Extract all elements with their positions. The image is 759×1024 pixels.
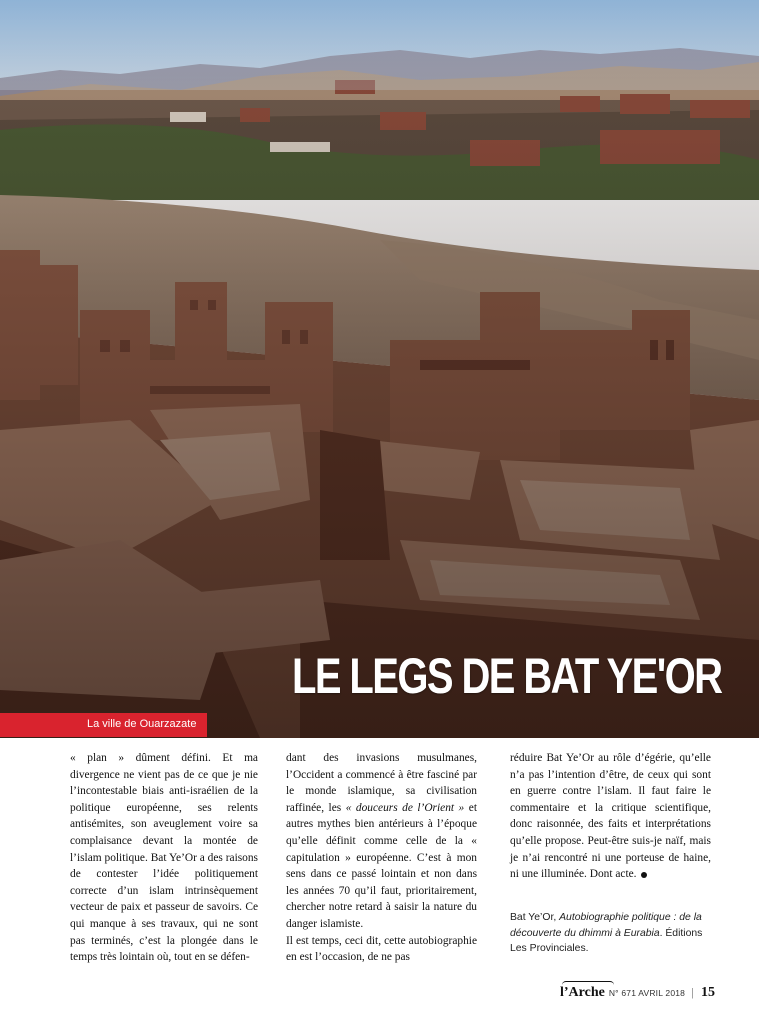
magazine-logo: l’Arche: [560, 985, 605, 1000]
paragraph-col3: [510, 750, 711, 883]
page-footer: [560, 985, 740, 1005]
bibliography-note: [510, 910, 715, 957]
col2-text-a: dant des invasions musulmanes, l’Occident a commencé à être fasciné par le monde islamique, sa civilisation raffinée, les: [286, 752, 477, 814]
article-headline: LE LEGS DE BAT YE'OR: [292, 648, 722, 704]
col2-italic-quote: « douceurs de l’Orient »: [345, 801, 465, 814]
end-bullet-icon: [641, 872, 647, 878]
text-column-1: [70, 750, 258, 966]
page-number: 15: [700, 985, 715, 1000]
biblio-author: Bat Ye’Or,: [510, 912, 560, 923]
issue-label: N° 671 AVRIL 2018: [608, 988, 686, 998]
text-column-3: [510, 750, 711, 883]
footer-separator: |: [691, 987, 694, 999]
paragraph-col2: [286, 750, 477, 933]
col2-text-b: et autres mythes bien antérieurs à l’époque qu’elle définit comme celle de la « capitulation » européenne. C’est à mon sens dans ce passé lointain et non dans les années 70 qu’il faut, prioritairement, chercher notre retard à saisir la nature du danger islamiste.: [286, 801, 477, 930]
col3-text: réduire Bat Ye’Or au rôle d’égérie, qu’elle n’a pas l’intention d’être, de ceux qui sont en guerre contre l’islam. Il faut faire le commentaire et la critique scientifique, donc raisonnée, des faits et interprétations qu’elle propose. Peut-être suis-je naïf, mais je n’ai rencontré ni une porteuse de haine, ni une illuminée. Dont acte.: [510, 752, 711, 881]
paragraph-col1: « plan » dûment défini. Et ma divergence ne vient pas de ce que je nie l’incontestable biais anti-israélien de la politique européenne, ses relents antisémites, son aveuglement voire sa complaisance devant la montée de l’islam politique. Bat Ye’Or a des raisons de contester l’idée politiquement correcte d’un islam intrinsèquement vecteur de paix et passeur de savoirs. Ce qui manque à ses travaux, qui ne sont pas terminés, c’est la plongée dans le temps très lointain où, tout en se défen-: [70, 752, 258, 964]
paragraph-col2-second: Il est temps, ceci dit, cette autobiographie en est l’occasion, de ne pas: [286, 934, 477, 964]
photo-caption: La ville de Ouarzazate: [87, 718, 197, 730]
text-column-2: [286, 750, 477, 966]
biblio-publisher: . Éditions Les Provinciales.: [510, 927, 703, 954]
photo-caption-bar: [0, 713, 207, 737]
biblio-title: Autobiographie politique : de la découverte du dhimmi à Eurabia: [510, 912, 702, 939]
